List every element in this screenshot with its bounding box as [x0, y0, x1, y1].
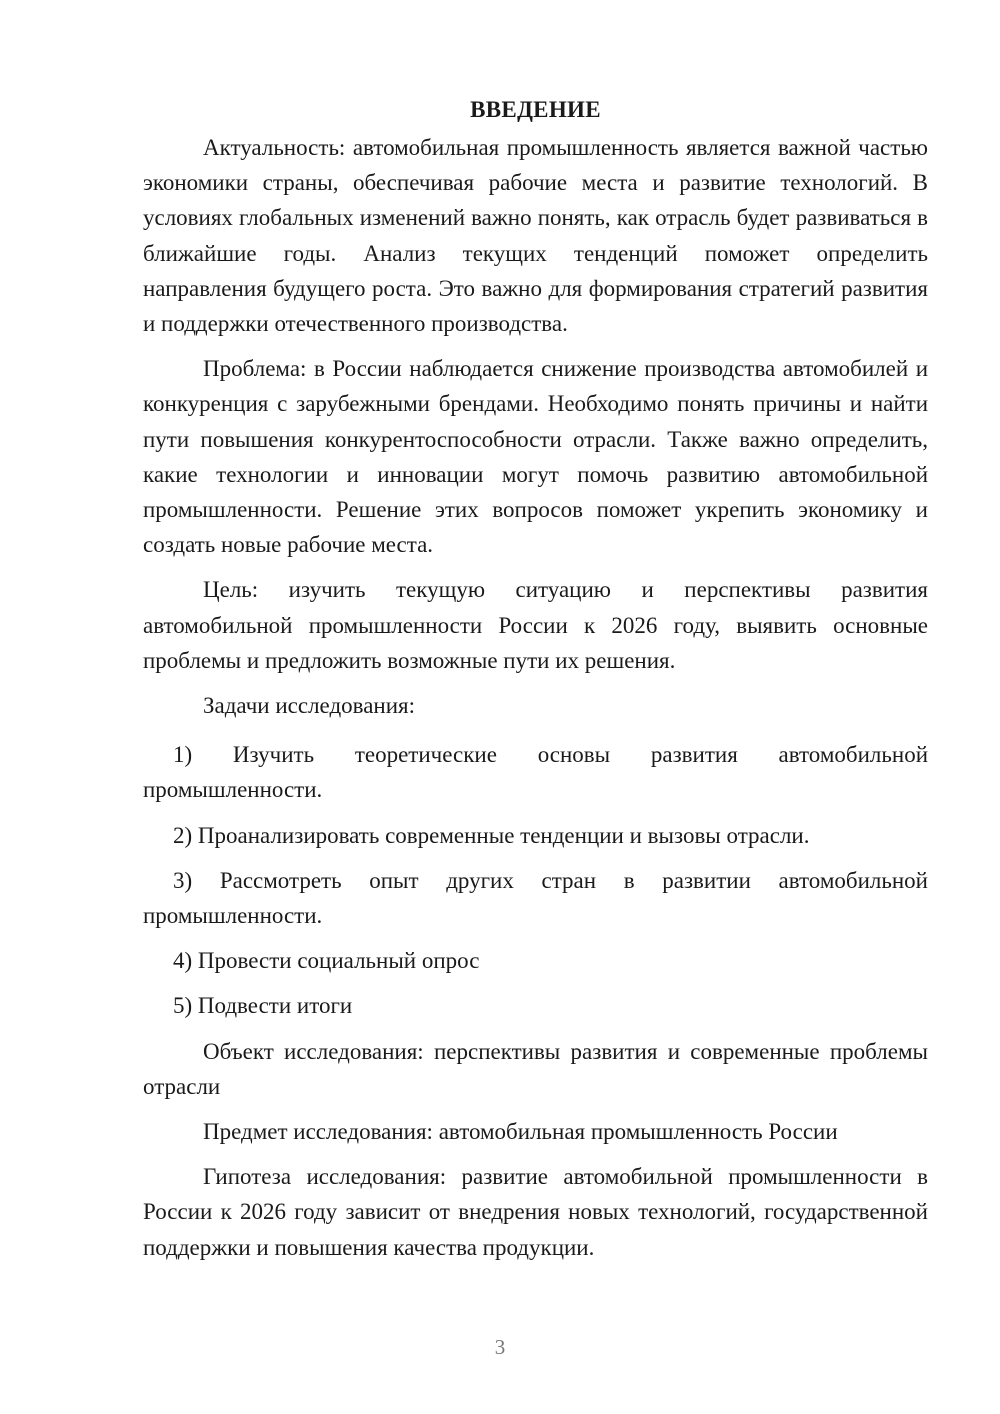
goal-paragraph: Цель: изучить текущую ситуацию и перспективы развития автомобильной промышленности России к 2026 году, выявить основные проблемы и предложить возможные пути их решения.: [143, 577, 928, 673]
document-body: [143, 92, 928, 1275]
tasks-heading: Задачи исследования:: [203, 693, 416, 719]
task-item-5: 5) Подвести итоги: [173, 993, 353, 1019]
section-title: ВВЕДЕНИЕ: [470, 97, 601, 122]
object-paragraph: Объект исследования: перспективы развития и современные проблемы отрасли: [143, 1038, 928, 1099]
page-number: 3: [494, 1335, 506, 1359]
relevance-paragraph: Актуальность: автомобильная промышленность является важной частью экономики страны, обеспечивая рабочие места и развитие технологий. В условиях глобальных изменений важно понять, как отрасль будет развиваться в ближайшие годы. Анализ текущих тенденций поможет определить направления будущего роста. Это важно для формирования стратегий развития и поддержки отечественного производства.: [143, 135, 928, 337]
task-item-4: 4) Провести социальный опрос: [173, 948, 480, 974]
task-item-3: 3) Рассмотреть опыт других стран в развитии автомобильной промышленности.: [143, 867, 928, 929]
task-item-2: 2) Проанализировать современные тенденции и вызовы отрасли.: [173, 822, 810, 848]
problem-paragraph: Проблема: в России наблюдается снижение производства автомобилей и конкуренция с зарубежными брендами. Необходимо понять причины и найти пути повышения конкурентоспособности отрасли. Также важно определить, какие технологии и инновации могут помочь развитию автомобильной промышленности. Решение этих вопросов поможет укрепить экономику и создать новые рабочие места.: [143, 356, 928, 558]
subject-paragraph: Предмет исследования: автомобильная промышленность России: [203, 1119, 838, 1145]
hypothesis-paragraph: Гипотеза исследования: развитие автомобильной промышленности в России к 2026 году зависит от внедрения новых технологий, государственной поддержки и повышения качества продукции.: [143, 1164, 928, 1260]
task-item-1: 1) Изучить теоретические основы развития автомобильной промышленности.: [143, 742, 928, 803]
